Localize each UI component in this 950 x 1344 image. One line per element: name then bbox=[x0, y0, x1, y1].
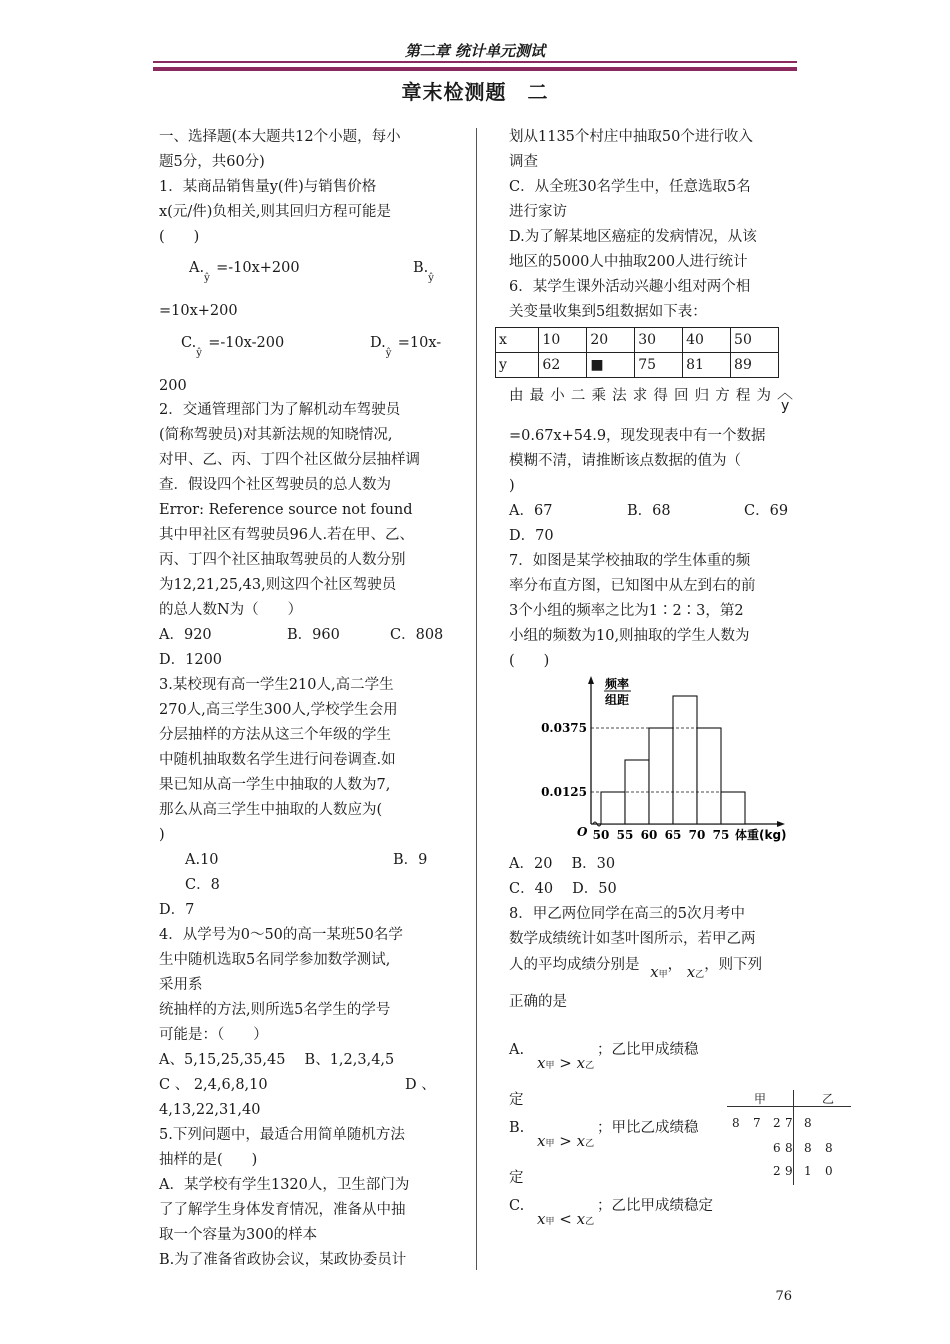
q7-text: 7．如图是某学校抽取的学生体重的频 bbox=[509, 553, 751, 569]
q3-text: 中随机抽取数名学生进行问卷调查.如 bbox=[159, 752, 396, 768]
q3-text: 果已知从高一学生中抽取的人数为7, bbox=[159, 777, 391, 793]
leaf: 0 bbox=[825, 1164, 833, 1178]
table-cell: x bbox=[496, 328, 539, 353]
q5-option-b-cont: 调查 bbox=[509, 154, 538, 170]
x-tick-label: 50 bbox=[592, 828, 610, 842]
q5-text: 5.下列问题中，最适合用简单随机方法 bbox=[159, 1127, 405, 1143]
y-hat-symbol: y bbox=[781, 398, 790, 414]
x-tick-label: 55 bbox=[616, 828, 634, 842]
q4-options-ab: A、5,15,25,35,45 B、1,2,3,4,5 bbox=[159, 1052, 395, 1068]
q5-option-a: 取一个容量为300的样本 bbox=[159, 1227, 318, 1243]
y-axis-arrow bbox=[588, 676, 594, 684]
histogram-bar bbox=[649, 728, 673, 824]
q6-text: 模糊不清，请推断该点数据的值为（ bbox=[509, 453, 741, 469]
x-axis-arrow bbox=[777, 821, 785, 827]
x-tick-label: 70 bbox=[688, 828, 706, 842]
column-divider bbox=[476, 128, 477, 1270]
q4-text: 统抽样的方法,则所选5名学生的学号 bbox=[159, 1002, 391, 1018]
table-cell: 30 bbox=[635, 328, 683, 353]
q8-text: 人的平均成绩分别是 x甲， x乙，则下列 bbox=[509, 957, 763, 981]
q4-text: 生中随机选取5名同学参加数学测试, bbox=[159, 952, 391, 968]
q2-text: Error: Reference source not found bbox=[159, 502, 413, 518]
q8-option-a-cont: 定 bbox=[509, 1092, 524, 1108]
q3-text: ) bbox=[159, 827, 165, 843]
q6-data-table bbox=[495, 327, 779, 378]
q3-option-a: A.10 bbox=[185, 852, 219, 868]
q2-option-d: D．1200 bbox=[159, 652, 223, 668]
q8-option-b-cont: 定 bbox=[509, 1170, 524, 1186]
inequality-expr: x甲 < x乙 bbox=[537, 1210, 595, 1228]
leaf: 2 bbox=[773, 1164, 781, 1178]
q3-text: 270人,高三学生300人,学校学生会用 bbox=[159, 702, 398, 718]
histogram-bar bbox=[697, 728, 721, 824]
stem: 8 bbox=[785, 1141, 793, 1155]
q2-text: 对甲、乙、丙、丁四个社区做分层抽样调 bbox=[159, 452, 420, 468]
q7-text: 3个小组的频率之比为1∶2∶3，第2 bbox=[509, 603, 744, 619]
q4-text: 采用系 bbox=[159, 977, 203, 993]
y-tick-label: 0.0375 bbox=[541, 721, 587, 735]
x-axis-label: 体重(kg) bbox=[735, 828, 787, 842]
stem-leaf-label-right: 乙 bbox=[822, 1092, 835, 1106]
table-cell: 20 bbox=[587, 328, 635, 353]
q2-option-b: B．960 bbox=[287, 627, 340, 643]
table-cell: ■ bbox=[587, 353, 635, 378]
x-tick-label: 75 bbox=[712, 828, 730, 842]
origin-label: O bbox=[577, 825, 588, 839]
q6-text: 由 最 小 二 乘 法 求 得 回 归 方 程 为 ︿ y bbox=[509, 380, 793, 424]
x-yi-mean: x乙 bbox=[686, 963, 705, 981]
q5-option-a: 了了解学生身体发育情况，准备从中抽 bbox=[159, 1202, 406, 1218]
q1-option-b-cont: =10x+200 bbox=[159, 303, 238, 319]
histogram-figure bbox=[509, 674, 793, 852]
q2-option-a: A．920 bbox=[159, 627, 212, 643]
stem-leaf-label-left: 甲 bbox=[754, 1092, 767, 1106]
q1-option-d: D.ŷ=10x- bbox=[370, 331, 441, 366]
table-cell: 40 bbox=[683, 328, 731, 353]
leaf: 8 bbox=[825, 1141, 833, 1155]
q2-text: 2．交通管理部门为了解机动车驾驶员 bbox=[159, 402, 401, 418]
table-cell: 50 bbox=[731, 328, 779, 353]
q6-text: ) bbox=[509, 478, 515, 494]
inequality-expr: x甲 > x乙 bbox=[537, 1054, 595, 1072]
q2-options bbox=[159, 623, 443, 648]
q1-option-a: A.ŷ=-10x+200 bbox=[189, 256, 300, 291]
q6-option-a: A．67 bbox=[509, 503, 553, 519]
q5-option-c: C．从全班30名学生中，任意选取5名 bbox=[509, 179, 751, 195]
q7-text: ( ) bbox=[509, 653, 550, 669]
y-hat-symbol: ŷ bbox=[204, 273, 210, 284]
stem: 7 bbox=[785, 1116, 793, 1130]
q4-text: 可能是：（ ） bbox=[159, 1027, 268, 1043]
q3-text: 那么从高三学生中抽取的人数应为( bbox=[159, 802, 383, 818]
q6-option-d: D．70 bbox=[509, 528, 554, 544]
stem: 9 bbox=[785, 1164, 793, 1178]
left-column bbox=[159, 125, 443, 1273]
q2-text: 丙、丁四个社区抽取驾驶员的人数分别 bbox=[159, 552, 406, 568]
q5-option-d: D.为了解某地区癌症的发病情况，从该 bbox=[509, 229, 757, 245]
q8-option-b: B. x甲 > x乙 ；甲比乙成绩稳 bbox=[509, 1116, 793, 1166]
q6-text: 关变量收集到5组数据如下表： bbox=[509, 304, 707, 320]
header-rule-thick bbox=[153, 67, 797, 71]
q4-text: 4．从学号为0～50的高一某班50名学 bbox=[159, 927, 403, 943]
q2-text: 的总人数N为（ ） bbox=[159, 602, 303, 618]
histogram-bar bbox=[721, 792, 745, 824]
q1-text: ( ) bbox=[159, 229, 200, 245]
y-axis-label-numerator: 频率 bbox=[605, 677, 630, 691]
y-hat-symbol: ŷ bbox=[196, 348, 202, 359]
section-heading: 一、选择题(本大题共12个小题，每小 bbox=[159, 129, 401, 145]
q5-option-a: A．某学校有学生1320人，卫生部门为 bbox=[159, 1177, 410, 1193]
x-tick-label: 60 bbox=[640, 828, 658, 842]
table-row bbox=[496, 353, 779, 378]
table-cell: 75 bbox=[635, 353, 683, 378]
q1-option-b: B.ŷ bbox=[413, 256, 440, 291]
q7-options-cd: C．40 D．50 bbox=[509, 881, 617, 897]
q7-text: 小组的频数为10,则抽取的学生人数为 bbox=[509, 628, 750, 644]
inequality-expr: x甲 > x乙 bbox=[537, 1132, 595, 1150]
document-title: 章末检测题 二 bbox=[401, 80, 549, 104]
q6-text: =0.67x+54.9，现发现表中有一个数据 bbox=[509, 428, 766, 444]
q8-text: 数学成绩统计如茎叶图所示，若甲乙两 bbox=[509, 931, 756, 947]
q1-option-c: C.ŷ=-10x-200 bbox=[181, 331, 284, 366]
q7-options-ab: A．20 B．30 bbox=[509, 856, 616, 872]
q3-text: 分层抽样的方法从这三个年级的学生 bbox=[159, 727, 391, 743]
q6-text: 6．某学生课外活动兴趣小组对两个相 bbox=[509, 279, 751, 295]
histogram-bar bbox=[601, 792, 625, 824]
q8-option-c: C. x甲 < x乙 ；乙比甲成绩稳定 bbox=[509, 1194, 793, 1234]
q2-text: 查．假设四个社区驾驶员的总人数为 bbox=[159, 477, 391, 493]
page-number: 76 bbox=[775, 1289, 792, 1304]
leaf: 8 bbox=[804, 1116, 812, 1130]
q1-option-d-cont: 200 bbox=[159, 378, 187, 394]
q3-text: 3.某校现有高一学生210人,高二学生 bbox=[159, 677, 394, 693]
q1-text: x(元/件)负相关,则其回归方程可能是 bbox=[159, 204, 391, 220]
leaf: 7 bbox=[753, 1116, 761, 1130]
y-axis-label-denominator: 组距 bbox=[605, 693, 630, 707]
q3-options-ab bbox=[159, 848, 443, 873]
q1-options-ab bbox=[159, 250, 443, 299]
q2-option-c: C．808 bbox=[390, 627, 444, 643]
q8-text: 8．甲乙两位同学在高三的5次月考中 bbox=[509, 906, 745, 922]
stem-leaf-plot bbox=[727, 1090, 853, 1185]
histogram-bar bbox=[673, 696, 697, 824]
q2-text: (简称驾驶员)对其新法规的知晓情况, bbox=[159, 427, 393, 443]
q5-option-c: 进行家访 bbox=[509, 204, 567, 220]
q7-text: 率分布直方图，已知图中从左到右的前 bbox=[509, 578, 756, 594]
section-heading: 题5分，共60分) bbox=[159, 154, 265, 170]
leaf: 2 bbox=[773, 1116, 781, 1130]
frequency-histogram bbox=[509, 674, 799, 852]
q3-option-b: B．9 bbox=[393, 852, 428, 868]
y-hat-symbol: ŷ bbox=[428, 273, 434, 284]
q4-option-c: C 、 2,4,6,8,10 bbox=[159, 1077, 268, 1093]
q6-option-c: C．69 bbox=[744, 503, 789, 519]
table-cell: 81 bbox=[683, 353, 731, 378]
leaf: 6 bbox=[773, 1141, 781, 1155]
stem-leaf-axis bbox=[793, 1090, 794, 1185]
y-tick-label: 0.0125 bbox=[541, 785, 587, 799]
x-jia-mean: x甲 bbox=[650, 963, 668, 981]
q4-option-d: D 、 bbox=[405, 1077, 436, 1093]
q1-options-cd bbox=[159, 331, 443, 374]
q5-text: 抽样的是( ) bbox=[159, 1152, 258, 1168]
header-rule-thin bbox=[153, 61, 797, 63]
q6-option-b: B．68 bbox=[627, 503, 671, 519]
table-cell: 62 bbox=[539, 353, 587, 378]
q3-option-d: D．7 bbox=[159, 902, 195, 918]
leaf: 8 bbox=[732, 1116, 740, 1130]
q5-option-d: 地区的5000人中抽取200人进行统计 bbox=[509, 254, 748, 270]
q8-text: 正确的是 bbox=[509, 994, 567, 1010]
q3-option-c: C．8 bbox=[185, 877, 220, 893]
y-hat-symbol: ŷ bbox=[385, 348, 392, 359]
q4-options-cd bbox=[159, 1073, 443, 1098]
table-cell: 10 bbox=[539, 328, 587, 353]
q5-option-b: B.为了准备省政协会议，某政协委员计 bbox=[159, 1252, 407, 1268]
x-tick-label: 65 bbox=[664, 828, 682, 842]
leaf: 8 bbox=[804, 1141, 812, 1155]
table-row bbox=[496, 328, 779, 353]
q5-option-b-cont: 划从1135个村庄中抽取50个进行收入 bbox=[509, 129, 753, 145]
q2-text: 为12,21,25,43,则这四个社区驾驶员 bbox=[159, 577, 397, 593]
y-hat-symbol: ︿ bbox=[777, 383, 794, 402]
q4-option-d-cont: 4,13,22,31,40 bbox=[159, 1102, 261, 1118]
table-cell: 89 bbox=[731, 353, 779, 378]
q6-options bbox=[509, 499, 793, 524]
q8-option-a: A. x甲 > x乙 ；乙比甲成绩稳 bbox=[509, 1038, 793, 1088]
table-cell: y bbox=[496, 353, 539, 378]
chapter-header: 第二章 统计单元测试 bbox=[404, 42, 546, 60]
q2-text: 其中甲社区有驾驶员96人.若在甲、乙、 bbox=[159, 527, 415, 543]
q1-text: 1．某商品销售量y(件)与销售价格 bbox=[159, 179, 377, 195]
right-column bbox=[499, 125, 794, 1234]
leaf: 1 bbox=[804, 1164, 812, 1178]
